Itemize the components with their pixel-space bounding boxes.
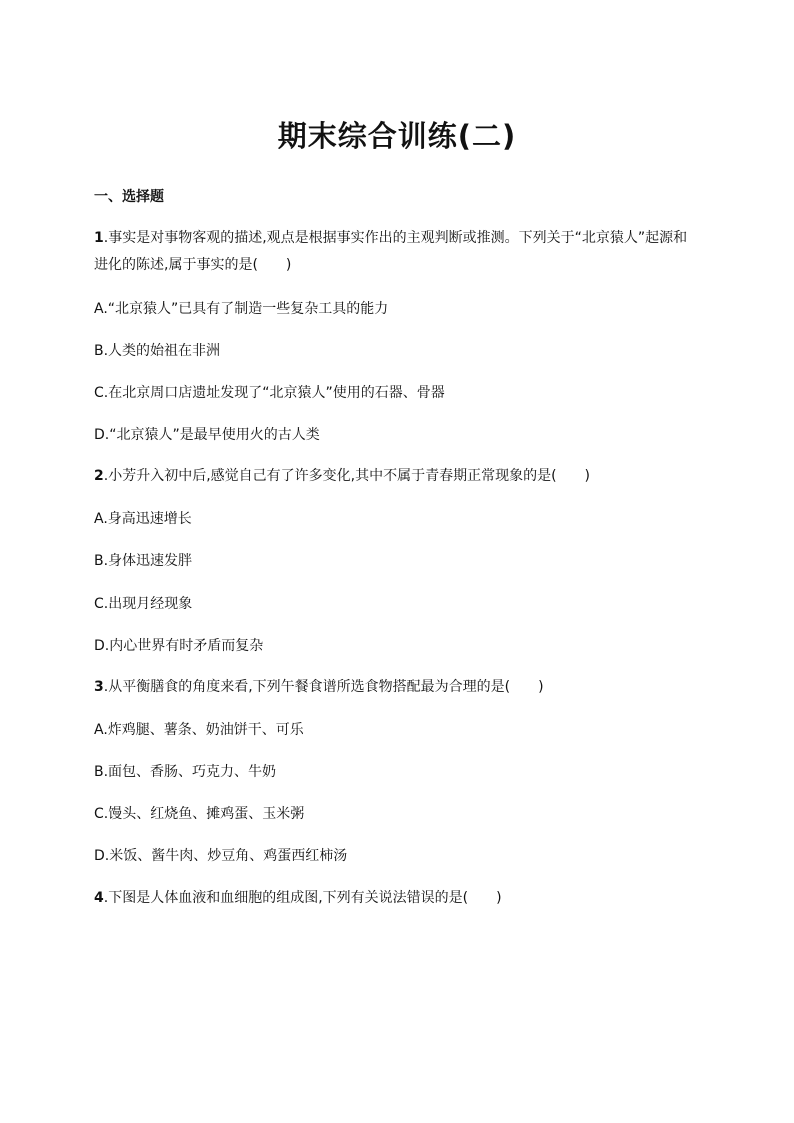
question-number: 2 [94,468,104,484]
option-2b: B.身体迅速发胖 [94,553,193,569]
question-number: 4 [94,890,104,906]
question-text: .下图是人体血液和血细胞的组成图,下列有关说法错误的是( ) [103,890,502,906]
option-3b: B.面包、香肠、巧克力、牛奶 [94,764,277,780]
question-3 [94,674,700,701]
section-heading: 一、选择题 [94,189,164,205]
question-text: .从平衡膳食的角度来看,下列午餐食谱所选食物搭配最为合理的是( ) [103,679,544,695]
option-1c: C.在北京周口店遗址发现了“北京猿人”使用的石器、骨器 [94,385,445,401]
question-number: 3 [94,679,104,695]
question-4 [94,885,700,912]
option-3c: C.馒头、红烧鱼、摊鸡蛋、玉米粥 [94,806,305,822]
page-title: 期末综合训练(二) [277,119,517,153]
question-text: .事实是对事物客观的描述,观点是根据事实作出的主观判断或推测。下列关于“北京猿人”起源和进化的陈述,属于事实的是( ) [94,230,688,273]
question-1 [94,225,700,279]
option-1d: D.“北京猿人”是最早使用火的古人类 [94,427,320,443]
option-1b: B.人类的始祖在非洲 [94,343,221,359]
option-3d: D.米饭、酱牛肉、炒豆角、鸡蛋西红柿汤 [94,848,348,864]
option-3a: A.炸鸡腿、薯条、奶油饼干、可乐 [94,722,304,738]
option-2d: D.内心世界有时矛盾而复杂 [94,638,264,654]
option-2c: C.出现月经现象 [94,596,193,612]
option-2a: A.身高迅速增长 [94,511,192,527]
option-1a: A.“北京猿人”已具有了制造一些复杂工具的能力 [94,301,389,317]
question-number: 1 [94,230,104,246]
question-2 [94,463,700,490]
question-text: .小芳升入初中后,感觉自己有了许多变化,其中不属于青春期正常现象的是( ) [103,468,591,484]
